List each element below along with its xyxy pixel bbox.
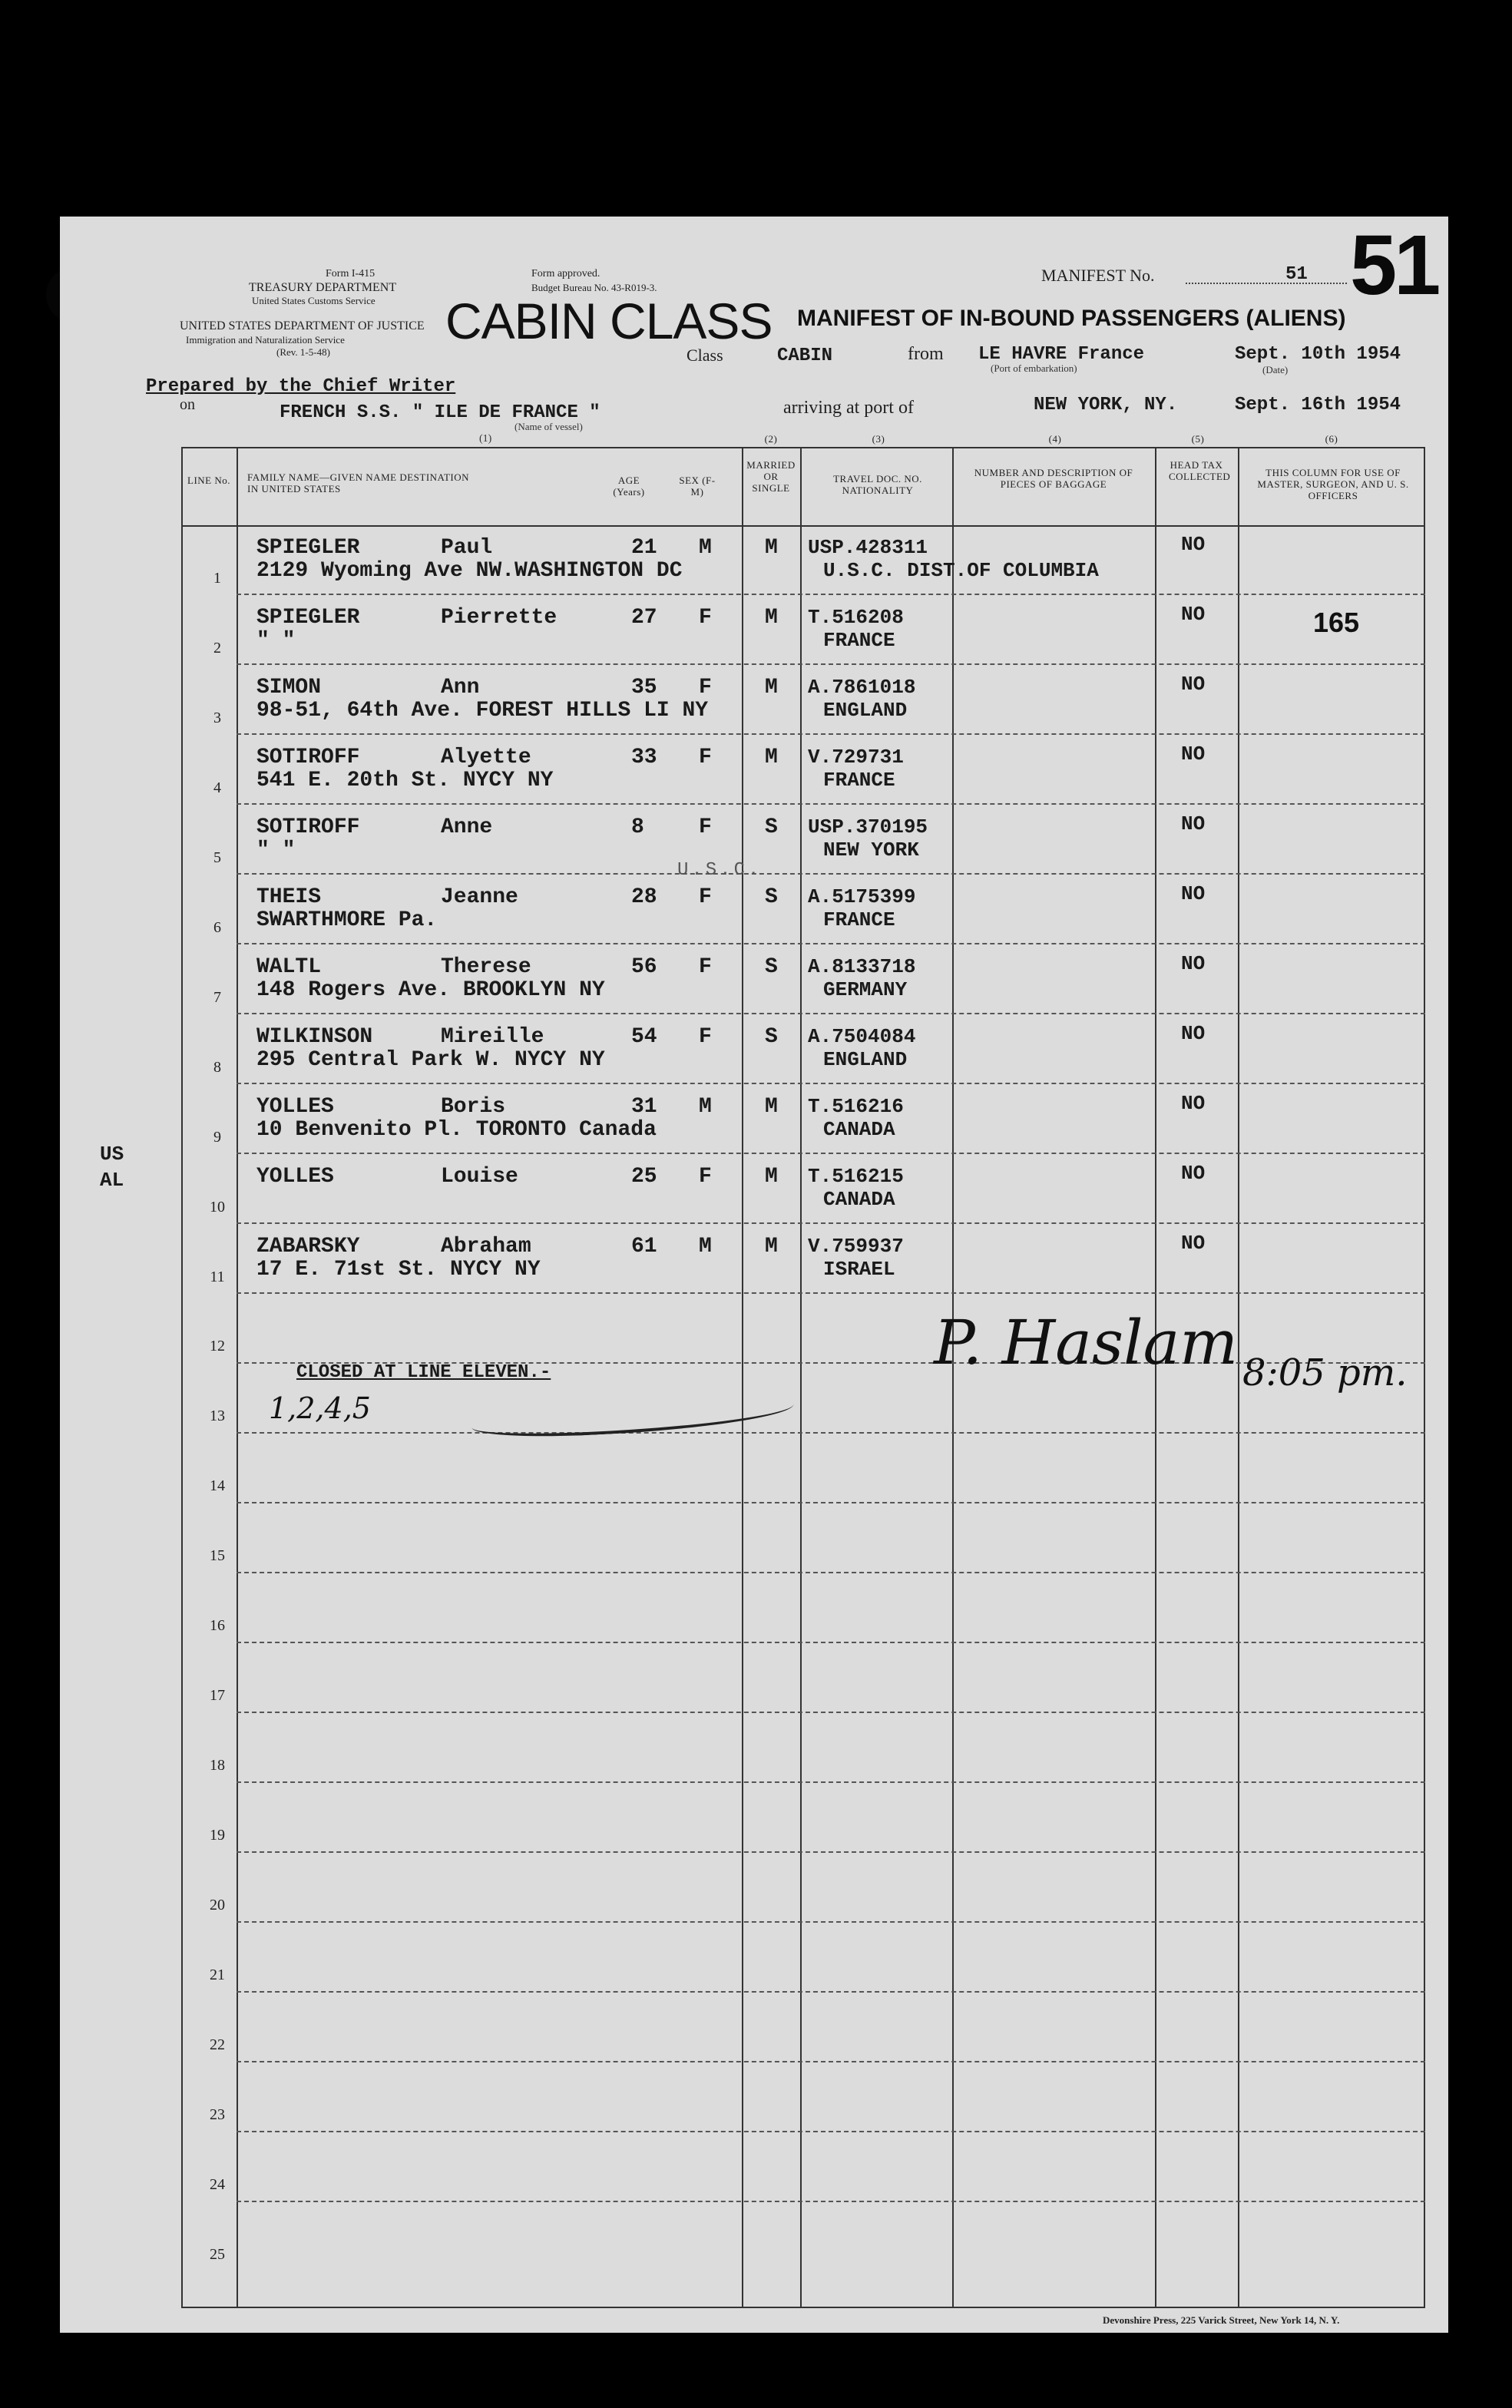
- sex: F: [699, 1025, 712, 1049]
- on-label: on: [180, 396, 195, 413]
- age: 8: [631, 815, 644, 839]
- line-number: 23: [210, 2106, 225, 2123]
- line-number: 3: [213, 710, 221, 726]
- table-row: [60, 2132, 1448, 2202]
- surname: YOLLES: [256, 1165, 334, 1189]
- manifest-no-value: 51: [1285, 264, 1308, 285]
- col-sex-header: SEX (F-M): [679, 475, 716, 498]
- port-embark-note: (Port of embarkation): [991, 362, 1077, 374]
- line-number: 13: [210, 1407, 225, 1424]
- head-tax: NO: [1181, 743, 1206, 766]
- age: 61: [631, 1235, 657, 1259]
- surname: WILKINSON: [256, 1025, 373, 1049]
- table-row: [60, 944, 1448, 1014]
- sex: F: [699, 606, 712, 630]
- age: 35: [631, 676, 657, 700]
- surname: THEIS: [256, 885, 322, 909]
- given-name: Anne: [441, 815, 493, 839]
- travel-doc: A.5175399: [808, 885, 916, 908]
- col-baggage-header: NUMBER AND DESCRIPTION OF PIECES OF BAGGAGE: [974, 467, 1133, 490]
- given-name: Alyette: [441, 746, 531, 769]
- line-number: 24: [210, 2176, 225, 2193]
- given-name: Mireille: [441, 1025, 544, 1049]
- given-name: Boris: [441, 1095, 506, 1119]
- given-name: Jeanne: [441, 885, 518, 909]
- from-value: LE HAVRE France: [978, 344, 1145, 365]
- destination: 541 E. 20th St. NYCY NY: [256, 769, 554, 792]
- sex: M: [699, 1235, 712, 1259]
- from-label: from: [908, 344, 944, 364]
- signature-time: 8:05 pm.: [1242, 1351, 1408, 1394]
- line-number: 20: [210, 1897, 225, 1914]
- table-row: [60, 2062, 1448, 2132]
- line-number: 19: [210, 1827, 225, 1844]
- given-name: Pierrette: [441, 606, 557, 630]
- surname: ZABARSKY: [256, 1235, 360, 1259]
- travel-doc: USP.370195: [808, 815, 928, 838]
- col-n6: (6): [1325, 433, 1338, 445]
- marital-status: S: [765, 815, 778, 839]
- col-line-header: LINE No.: [187, 475, 230, 486]
- line-number: 7: [213, 989, 221, 1006]
- line-number: 6: [213, 919, 221, 936]
- ins-service: Immigration and Naturalization Service: [186, 334, 345, 346]
- col-travel-header: TRAVEL DOC. NO. NATIONALITY: [833, 473, 922, 496]
- given-name: Therese: [441, 955, 531, 979]
- head-tax: NO: [1181, 1232, 1206, 1255]
- ship-note: (Name of vessel): [514, 421, 583, 432]
- sex: F: [699, 885, 712, 909]
- date-note: (Date): [1262, 364, 1289, 375]
- marital-status: M: [765, 676, 778, 700]
- table-row: [60, 1014, 1448, 1084]
- travel-doc: T.516215: [808, 1165, 904, 1188]
- col-n5: (5): [1191, 433, 1205, 445]
- line-number: 25: [210, 2246, 225, 2263]
- manifest-title: MANIFEST OF IN-BOUND PASSENGERS (ALIENS): [797, 306, 1346, 331]
- officer-number: 165: [1313, 607, 1360, 638]
- destination: " ": [256, 838, 296, 862]
- sex: F: [699, 676, 712, 700]
- table-row: [60, 2202, 1448, 2272]
- age: 56: [631, 955, 657, 979]
- line-number: 5: [213, 849, 221, 866]
- head-tax: NO: [1181, 1162, 1206, 1185]
- class-label: Class: [687, 346, 723, 365]
- line-number: 9: [213, 1129, 221, 1146]
- marital-status: M: [765, 606, 778, 630]
- destination: 148 Rogers Ave. BROOKLYN NY: [256, 978, 605, 1002]
- surname: SPIEGLER: [256, 536, 360, 560]
- head-tax: NO: [1181, 812, 1206, 835]
- arriving-label: arriving at port of: [783, 398, 914, 418]
- marital-status: S: [765, 1025, 778, 1049]
- col-name-header: FAMILY NAME—GIVEN NAME DESTINATION IN UNITED STATES: [247, 471, 470, 495]
- table-row: [60, 1713, 1448, 1783]
- line-number: 1: [213, 570, 221, 587]
- travel-doc: A.7504084: [808, 1025, 916, 1048]
- marital-status: M: [765, 1095, 778, 1119]
- destination: 295 Central Park W. NYCY NY: [256, 1048, 605, 1072]
- col-n4: (4): [1048, 433, 1062, 445]
- table-row: [60, 665, 1448, 735]
- surname: SPIEGLER: [256, 606, 360, 630]
- surname: SIMON: [256, 676, 322, 700]
- table-row: [60, 1853, 1448, 1923]
- nationality: FRANCE: [823, 769, 895, 792]
- travel-doc: A.7861018: [808, 676, 916, 699]
- given-name: Paul: [441, 536, 493, 560]
- table-row: [60, 1783, 1448, 1853]
- travel-doc: V.729731: [808, 746, 904, 769]
- table-row: [60, 1084, 1448, 1154]
- line-number: 22: [210, 2036, 225, 2053]
- hand-list: 1,2,4,5: [269, 1391, 371, 1425]
- marital-status: M: [765, 746, 778, 769]
- customs-service: United States Customs Service: [252, 295, 376, 306]
- line-number: 17: [210, 1687, 225, 1704]
- marital-status: M: [765, 536, 778, 560]
- age: 21: [631, 536, 657, 560]
- given-name: Louise: [441, 1165, 518, 1189]
- head-tax: NO: [1181, 533, 1206, 556]
- printer-footer: Devonshire Press, 225 Varick Street, New York 14, N. Y.: [1103, 2314, 1340, 2326]
- line-number: 11: [210, 1268, 225, 1285]
- form-number: Form I-415: [326, 268, 376, 280]
- table-row: [60, 525, 1448, 595]
- col-married-header: MARRIED OR SINGLE: [746, 459, 796, 494]
- table-row: [60, 875, 1448, 944]
- manifest-sheet: [60, 217, 1448, 2333]
- age: 28: [631, 885, 657, 909]
- age: 27: [631, 606, 657, 630]
- line-number: 21: [210, 1966, 225, 1983]
- given-name: Abraham: [441, 1235, 531, 1259]
- table-row: [60, 1294, 1448, 1364]
- usc-stamp: U.S.C.: [677, 860, 763, 881]
- marital-status: M: [765, 1235, 778, 1259]
- surname: WALTL: [256, 955, 322, 979]
- travel-doc: T.516216: [808, 1095, 904, 1118]
- sex: F: [699, 1165, 712, 1189]
- sex: M: [699, 1095, 712, 1119]
- form-approved: Form approved.: [531, 268, 600, 280]
- age: 33: [631, 746, 657, 769]
- head-tax: NO: [1181, 882, 1206, 905]
- nationality: CANADA: [823, 1188, 895, 1211]
- treasury-dept: TREASURY DEPARTMENT: [249, 281, 397, 294]
- prepared-by: Prepared by the Chief Writer: [146, 376, 456, 397]
- nationality: ENGLAND: [823, 699, 908, 722]
- line-number: 12: [210, 1338, 225, 1354]
- table-row: [60, 1993, 1448, 2062]
- nationality: CANADA: [823, 1118, 895, 1141]
- budget-bureau: Budget Bureau No. 43-R019-3.: [531, 282, 657, 293]
- destination: 98-51, 64th Ave. FOREST HILLS LI NY: [256, 699, 709, 723]
- manifest-no-line: [1186, 283, 1347, 284]
- table-row: [60, 1154, 1448, 1224]
- age: 25: [631, 1165, 657, 1189]
- head-tax: NO: [1181, 1022, 1206, 1045]
- line-number: 2: [213, 640, 221, 657]
- marital-status: S: [765, 885, 778, 909]
- col-officers-header: THIS COLUMN FOR USE OF MASTER, SURGEON, AND U. S. OFFICERS: [1257, 467, 1409, 501]
- destination: 2129 Wyoming Ave NW.WASHINGTON DC: [256, 559, 683, 583]
- marital-status: M: [765, 1165, 778, 1189]
- age: 54: [631, 1025, 657, 1049]
- ship-name: FRENCH S.S. " ILE DE FRANCE ": [280, 402, 600, 423]
- sex: F: [699, 815, 712, 839]
- page-number: 51: [1350, 218, 1438, 313]
- given-name: Ann: [441, 676, 480, 700]
- travel-doc: A.8133718: [808, 955, 916, 978]
- head-tax: NO: [1181, 673, 1206, 696]
- line-number: 8: [213, 1059, 221, 1076]
- col-headtax-header: HEAD TAX COLLECTED: [1169, 459, 1231, 482]
- closed-note: CLOSED AT LINE ELEVEN.-: [296, 1362, 551, 1383]
- arrival-date: Sept. 16th 1954: [1235, 395, 1401, 415]
- table-row: [60, 1573, 1448, 1643]
- col-age-header: AGE (Years): [613, 475, 645, 498]
- revision-date: (Rev. 1-5-48): [276, 346, 330, 358]
- line-number: 4: [213, 779, 221, 796]
- line-number: 14: [210, 1477, 225, 1494]
- table-row: [60, 1224, 1448, 1294]
- travel-doc: V.759937: [808, 1235, 904, 1258]
- margin-note-al: AL: [100, 1169, 124, 1192]
- travel-doc: T.516208: [808, 606, 904, 629]
- arrival-port: NEW YORK, NY.: [1034, 395, 1178, 415]
- nationality: FRANCE: [823, 908, 895, 931]
- nationality: ENGLAND: [823, 1048, 908, 1071]
- destination: 10 Benvenito Pl. TORONTO Canada: [256, 1118, 657, 1142]
- line-number: 10: [210, 1199, 225, 1216]
- head-tax: NO: [1181, 1092, 1206, 1115]
- table-row: [60, 735, 1448, 805]
- surname: YOLLES: [256, 1095, 334, 1119]
- manifest-no-label: MANIFEST No.: [1041, 266, 1155, 285]
- table-row: [60, 1434, 1448, 1503]
- class-value: CABIN: [777, 346, 833, 366]
- destination: SWARTHMORE Pa.: [256, 908, 438, 932]
- col1-number: (1): [479, 433, 492, 445]
- head-tax: NO: [1181, 603, 1206, 626]
- table-row: [60, 1643, 1448, 1713]
- nationality: U.S.C. DIST.OF COLUMBIA: [823, 559, 1099, 582]
- age: 31: [631, 1095, 657, 1119]
- surname: SOTIROFF: [256, 815, 360, 839]
- margin-note-us: US: [100, 1143, 124, 1166]
- sex: M: [699, 536, 712, 560]
- line-number: 16: [210, 1617, 225, 1634]
- sex: F: [699, 746, 712, 769]
- marital-status: S: [765, 955, 778, 979]
- from-date: Sept. 10th 1954: [1235, 344, 1401, 365]
- nationality: GERMANY: [823, 978, 908, 1001]
- cabin-class-stamp: CABIN CLASS: [445, 293, 773, 349]
- nationality: FRANCE: [823, 629, 895, 652]
- table-row: [60, 1923, 1448, 1993]
- line-number: 18: [210, 1757, 225, 1774]
- destination: " ": [256, 629, 296, 653]
- col-n2: (2): [764, 433, 778, 445]
- signature: P. Haslam: [934, 1307, 1239, 1378]
- sex: F: [699, 955, 712, 979]
- nationality: ISRAEL: [823, 1258, 895, 1281]
- travel-doc: USP.428311: [808, 536, 928, 559]
- head-tax: NO: [1181, 952, 1206, 975]
- surname: SOTIROFF: [256, 746, 360, 769]
- col-n3: (3): [872, 433, 885, 445]
- nationality: NEW YORK: [823, 838, 919, 862]
- line-number: 15: [210, 1547, 225, 1564]
- table-row: [60, 1503, 1448, 1573]
- table-row: [60, 595, 1448, 665]
- justice-dept: UNITED STATES DEPARTMENT OF JUSTICE: [180, 319, 425, 332]
- destination: 17 E. 71st St. NYCY NY: [256, 1258, 541, 1282]
